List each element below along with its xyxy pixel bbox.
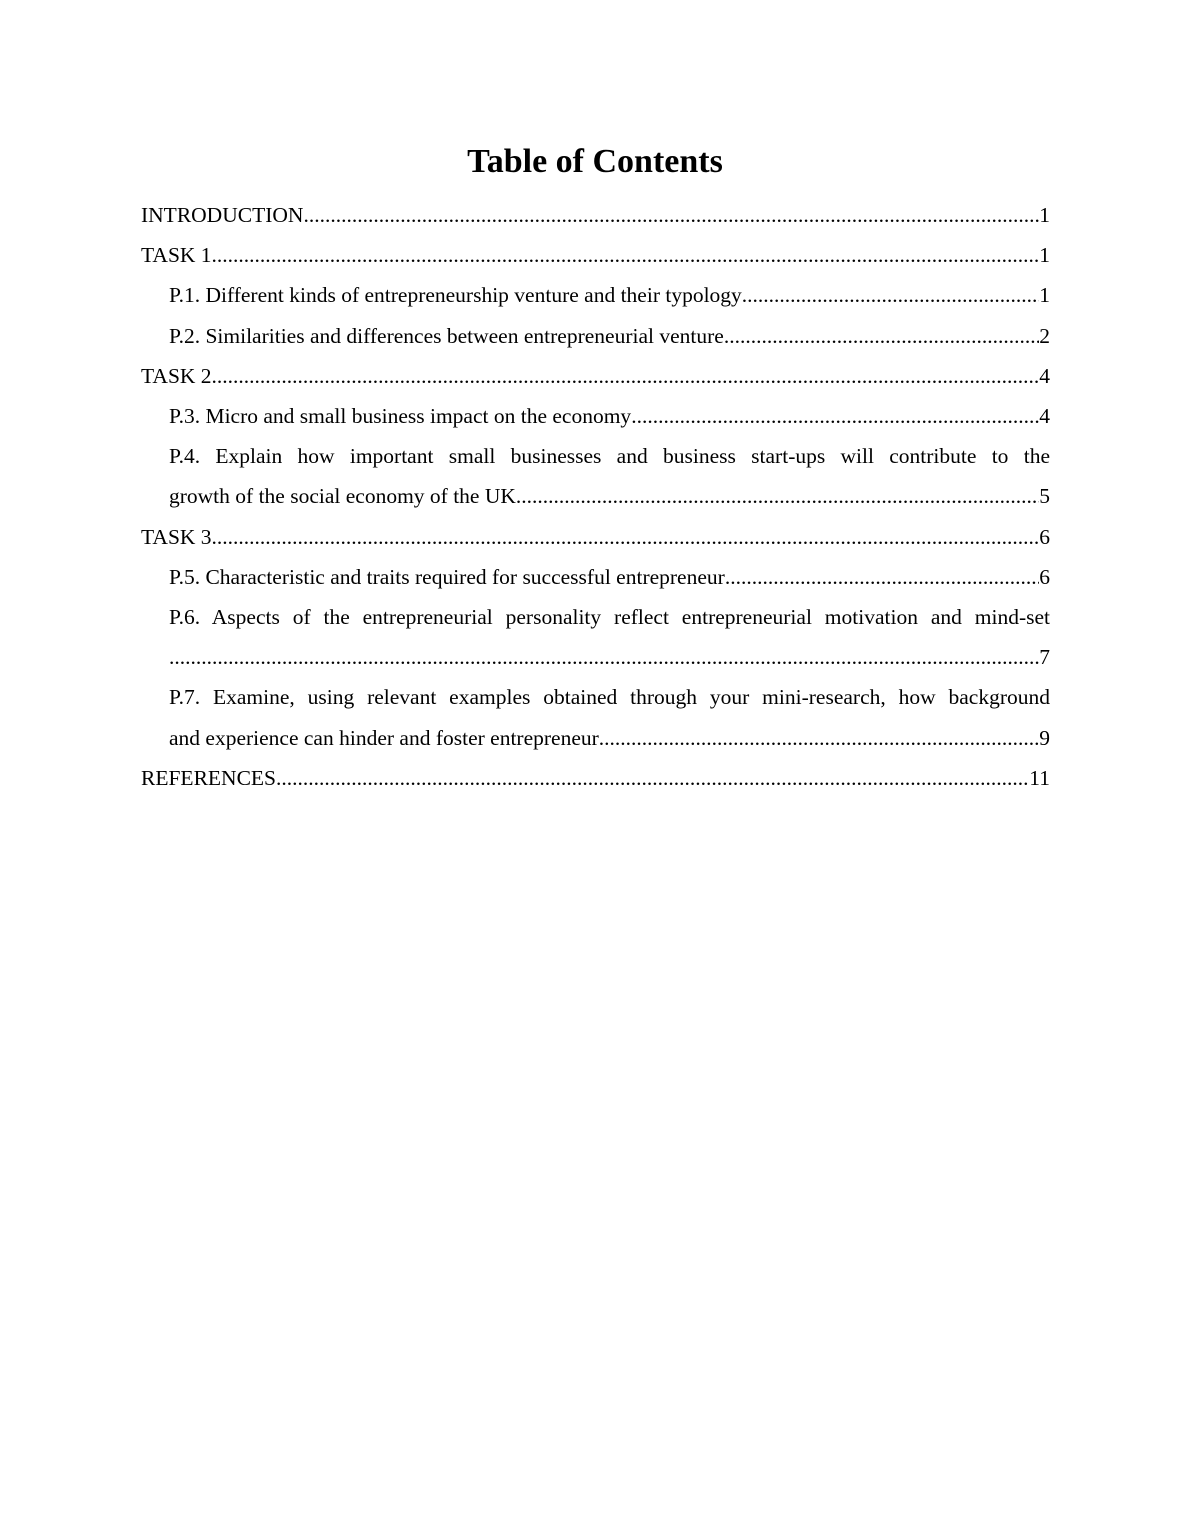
toc-entry-task-3[interactable] [141,517,1050,557]
toc-entry-introduction[interactable] [141,195,1050,235]
dot-leader [276,758,1029,798]
dot-leader [516,476,1039,516]
dot-leader [742,275,1039,315]
toc-entry-label: P.2. Similarities and differences between entrepreneurial venture [169,323,724,348]
page-title: Table of Contents [467,143,723,180]
dot-leader [303,195,1039,235]
toc-entry-page: 2 [1039,323,1050,348]
toc-entry-label: P.3. Micro and small business impact on the economy [169,404,632,429]
toc-entry-p6[interactable] [141,597,1050,677]
toc-entry-references[interactable] [141,758,1050,798]
toc-entry-label: INTRODUCTION [141,203,304,227]
toc-entry-label: TASK 1 [141,243,212,268]
toc-entry-p1[interactable] [141,275,1050,315]
toc-entry-label-line1: P.4. Explain how important small businesses and business start-ups will contribute to the [169,444,1050,469]
toc-entry-page: 6 [1039,564,1050,589]
toc-entry-label: TASK 2 [141,363,212,388]
toc-entry-label-line2: and experience can hinder and foster entrepreneur [169,725,599,750]
dot-leader [724,316,1039,356]
toc-entry-label: P.5. Characteristic and traits required for successful entrepreneur [169,564,725,589]
toc-entry-label: TASK 3 [141,524,212,549]
toc-entry-page: 9 [1039,725,1050,750]
dot-leader [599,718,1039,758]
toc-entry-task-2[interactable] [141,356,1050,396]
toc-entry-page: 11 [1029,765,1050,790]
dot-leader [169,637,1039,677]
dot-leader [212,356,1040,396]
toc-entry-task-1[interactable] [141,235,1050,275]
dot-leader [212,235,1040,275]
toc-entry-label: REFERENCES [141,765,276,790]
toc-entry-page: 1 [1039,203,1050,227]
toc-entry-label: P.1. Different kinds of entrepreneurship venture and their typology [169,283,742,308]
toc-entry-page: 1 [1039,283,1050,308]
toc-entry-p7[interactable] [141,677,1050,757]
toc-entry-p5[interactable] [141,557,1050,597]
toc-entry-page: 4 [1039,404,1050,429]
toc-entry-p2[interactable] [141,316,1050,356]
toc-entry-p3[interactable] [141,396,1050,436]
toc-entry-label-line1: P.7. Examine, using relevant examples obtained through your mini-research, how background [169,685,1050,710]
toc-entry-page: 7 [1039,645,1050,670]
dot-leader [631,396,1039,436]
toc-entry-label-line1: P.6. Aspects of the entrepreneurial personality reflect entrepreneurial motivation and mind-set [169,605,1050,630]
toc-entry-page: 6 [1039,524,1050,549]
toc-entry-page: 1 [1039,243,1050,268]
toc-entry-page: 4 [1039,363,1050,388]
toc-entry-page: 5 [1039,484,1050,509]
dot-leader [725,557,1039,597]
toc-entry-label-line2: growth of the social economy of the UK [169,484,516,509]
toc-entry-p4[interactable] [141,436,1050,516]
toc-list [141,195,1050,798]
dot-leader [212,517,1040,557]
